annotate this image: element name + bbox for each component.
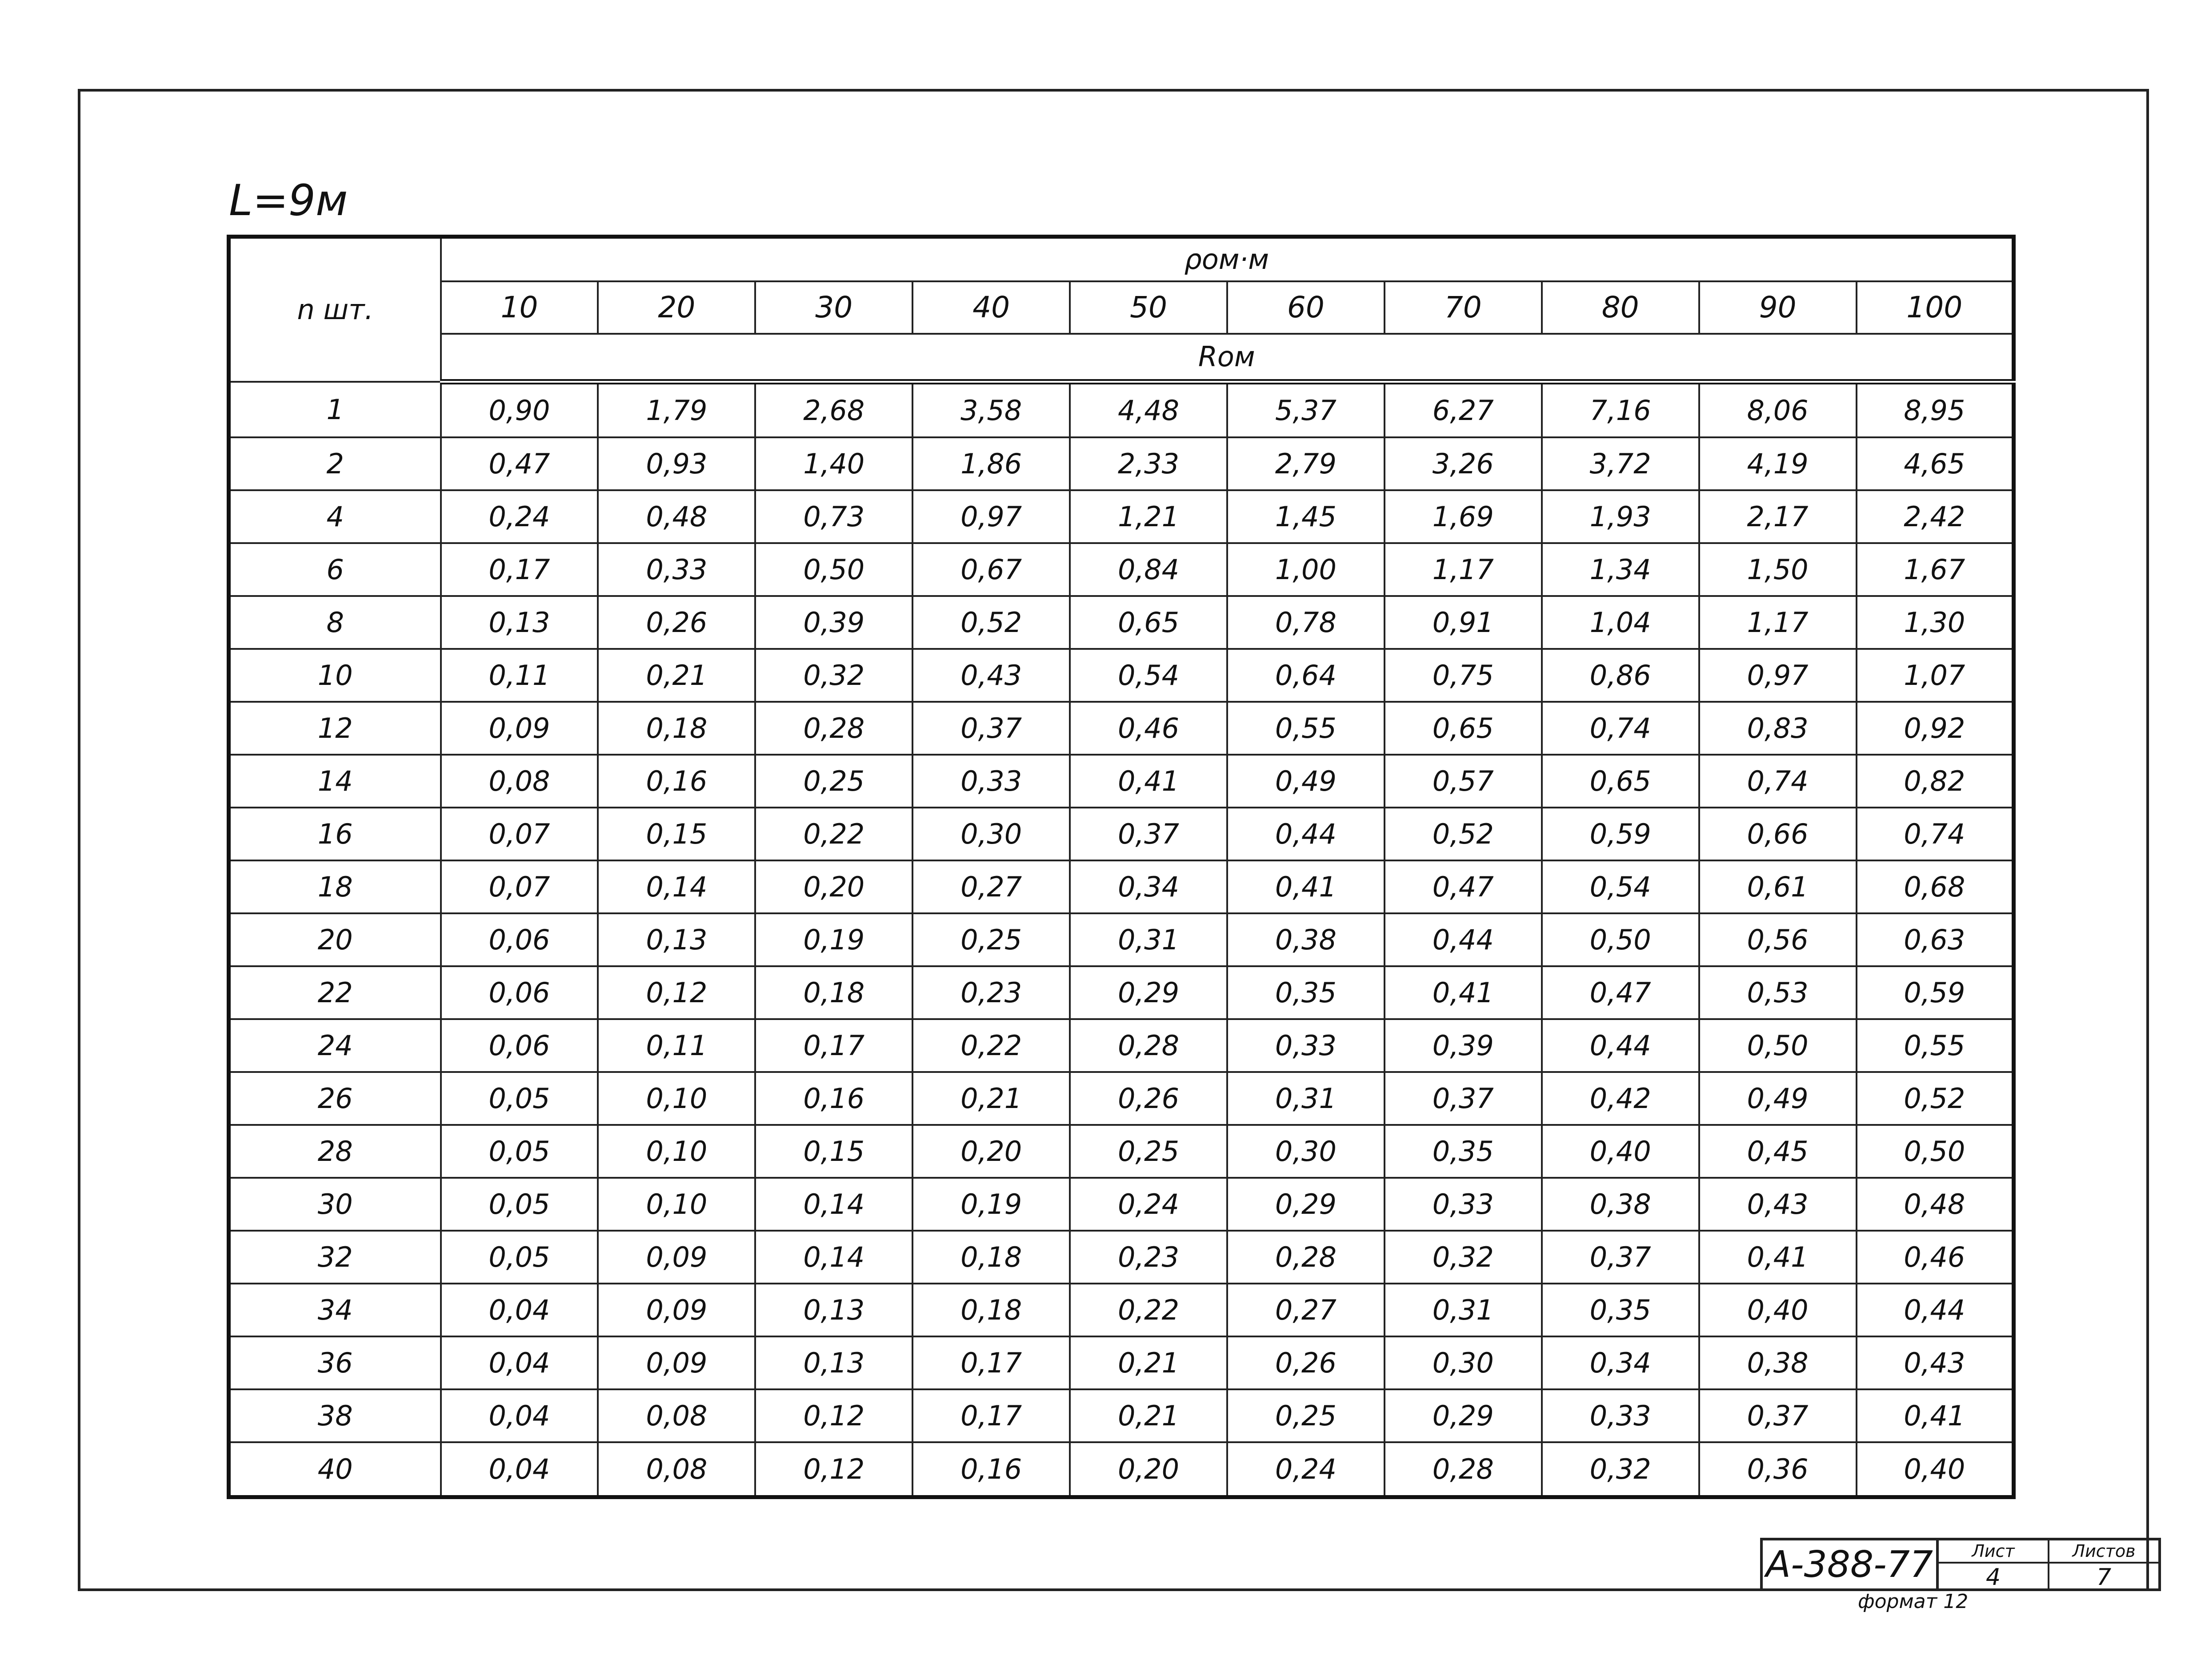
sheets-count: 7 <box>2096 1564 2112 1591</box>
resistance-cell: 0,40 <box>1699 1284 1857 1336</box>
resistance-cell: 0,55 <box>1227 702 1385 755</box>
resistance-cell: 0,06 <box>441 1019 598 1072</box>
table-row <box>229 1336 2014 1389</box>
resistance-cell: 0,56 <box>1699 913 1857 966</box>
resistance-cell: 0,05 <box>441 1178 598 1231</box>
resistance-cell: 0,61 <box>1699 860 1857 913</box>
resistance-cell: 0,07 <box>441 808 598 860</box>
resistance-cell: 0,50 <box>755 543 912 596</box>
resistance-cell: 0,18 <box>755 966 912 1019</box>
table-row <box>229 382 2014 437</box>
table-row <box>229 1284 2014 1336</box>
resistance-cell: 0,06 <box>441 913 598 966</box>
resistance-cell: 0,09 <box>441 702 598 755</box>
resistance-cell: 0,15 <box>598 808 755 860</box>
resistance-cell: 0,32 <box>755 649 912 702</box>
length-label: L=9м <box>229 176 348 225</box>
table-row <box>229 490 2014 543</box>
resistance-cell: 0,91 <box>1385 596 1542 649</box>
resistance-cell: 0,33 <box>1385 1178 1542 1231</box>
table-row <box>229 1125 2014 1178</box>
resistance-cell: 0,30 <box>1227 1125 1385 1178</box>
resistance-cell: 0,25 <box>755 755 912 808</box>
resistance-cell: 0,52 <box>1385 808 1542 860</box>
resistance-cell: 0,09 <box>598 1336 755 1389</box>
rho-value-header: 90 <box>1699 281 1857 334</box>
resistance-cell: 0,14 <box>755 1231 912 1284</box>
row-n-value: 20 <box>229 913 441 966</box>
resistance-cell: 0,11 <box>598 1019 755 1072</box>
row-n-value: 4 <box>229 490 441 543</box>
resistance-cell: 1,17 <box>1699 596 1857 649</box>
resistance-cell: 0,67 <box>912 543 1070 596</box>
resistance-cell: 0,33 <box>598 543 755 596</box>
resistance-cell: 0,13 <box>441 596 598 649</box>
resistance-cell: 0,13 <box>755 1336 912 1389</box>
resistance-cell: 0,05 <box>441 1231 598 1284</box>
resistance-cell: 0,37 <box>1070 808 1227 860</box>
resistance-cell: 0,43 <box>1857 1336 2014 1389</box>
resistance-cell: 0,28 <box>755 702 912 755</box>
table-row <box>229 1389 2014 1442</box>
resistance-cell: 0,04 <box>441 1442 598 1497</box>
resistance-cell: 0,34 <box>1542 1336 1699 1389</box>
resistance-cell: 0,09 <box>598 1284 755 1336</box>
resistance-cell: 7,16 <box>1542 382 1699 437</box>
rho-value-header: 70 <box>1385 281 1542 334</box>
resistance-cell: 0,14 <box>755 1178 912 1231</box>
resistance-cell: 0,32 <box>1542 1442 1699 1497</box>
rho-header: ρом·м <box>441 237 2014 281</box>
resistance-cell: 0,37 <box>1699 1389 1857 1442</box>
resistance-cell: 0,31 <box>1385 1284 1542 1336</box>
table-row <box>229 437 2014 490</box>
resistance-cell: 0,65 <box>1542 755 1699 808</box>
resistance-cell: 0,74 <box>1542 702 1699 755</box>
resistance-cell: 1,07 <box>1857 649 2014 702</box>
resistance-cell: 0,18 <box>912 1284 1070 1336</box>
rho-value-header: 40 <box>912 281 1070 334</box>
document-code: А-388-77 <box>1763 1540 1939 1588</box>
resistance-cell: 1,86 <box>912 437 1070 490</box>
resistance-cell: 0,39 <box>755 596 912 649</box>
resistance-cell: 0,08 <box>598 1442 755 1497</box>
table-row <box>229 649 2014 702</box>
resistance-cell: 0,28 <box>1227 1231 1385 1284</box>
sheets-label: Листов <box>2049 1540 2158 1564</box>
table-row <box>229 543 2014 596</box>
resistance-cell: 0,41 <box>1699 1231 1857 1284</box>
row-n-value: 22 <box>229 966 441 1019</box>
resistance-cell: 0,20 <box>755 860 912 913</box>
resistance-cell: 0,26 <box>598 596 755 649</box>
resistance-cell: 3,26 <box>1385 437 1542 490</box>
title-block <box>1760 1538 2161 1591</box>
resistance-cell: 0,44 <box>1385 913 1542 966</box>
resistance-cell: 0,19 <box>912 1178 1070 1231</box>
resistance-cell: 0,52 <box>1857 1072 2014 1125</box>
row-n-value: 32 <box>229 1231 441 1284</box>
resistance-cell: 0,25 <box>1070 1125 1227 1178</box>
resistance-cell: 1,21 <box>1070 490 1227 543</box>
resistance-cell: 0,14 <box>598 860 755 913</box>
resistance-cell: 0,45 <box>1699 1125 1857 1178</box>
table-row <box>229 755 2014 808</box>
resistance-cell: 0,59 <box>1857 966 2014 1019</box>
resistance-cell: 0,16 <box>755 1072 912 1125</box>
row-n-value: 40 <box>229 1442 441 1497</box>
resistance-cell: 0,48 <box>598 490 755 543</box>
resistance-cell: 0,68 <box>1857 860 2014 913</box>
resistance-cell: 0,86 <box>1542 649 1699 702</box>
resistance-cell: 0,52 <box>912 596 1070 649</box>
resistance-cell: 0,27 <box>912 860 1070 913</box>
resistance-cell: 1,45 <box>1227 490 1385 543</box>
row-n-value: 38 <box>229 1389 441 1442</box>
row-n-value: 8 <box>229 596 441 649</box>
resistance-cell: 0,47 <box>441 437 598 490</box>
resistance-cell: 0,35 <box>1385 1125 1542 1178</box>
header-row-r <box>229 334 2014 382</box>
resistance-cell: 5,37 <box>1227 382 1385 437</box>
rho-value-header: 20 <box>598 281 755 334</box>
row-n-value: 34 <box>229 1284 441 1336</box>
resistance-cell: 0,26 <box>1070 1072 1227 1125</box>
resistance-cell: 0,29 <box>1070 966 1227 1019</box>
resistance-cell: 0,08 <box>441 755 598 808</box>
resistance-cell: 0,24 <box>1227 1442 1385 1497</box>
resistance-cell: 0,17 <box>912 1336 1070 1389</box>
resistance-cell: 0,50 <box>1857 1125 2014 1178</box>
resistance-cell: 0,25 <box>912 913 1070 966</box>
resistance-cell: 0,27 <box>1227 1284 1385 1336</box>
resistance-cell: 0,16 <box>598 755 755 808</box>
sheet-cell <box>1939 1540 2049 1591</box>
resistance-cell: 0,21 <box>598 649 755 702</box>
resistance-cell: 0,47 <box>1385 860 1542 913</box>
resistance-cell: 1,34 <box>1542 543 1699 596</box>
resistance-cell: 0,10 <box>598 1072 755 1125</box>
rho-value-header: 30 <box>755 281 912 334</box>
header-row-rho <box>229 237 2014 281</box>
resistance-cell: 0,46 <box>1857 1231 2014 1284</box>
resistance-cell: 0,17 <box>912 1389 1070 1442</box>
resistance-cell: 0,53 <box>1699 966 1857 1019</box>
resistance-cell: 0,65 <box>1385 702 1542 755</box>
rho-value-header: 80 <box>1542 281 1699 334</box>
resistance-cell: 0,40 <box>1542 1125 1699 1178</box>
resistance-cell: 6,27 <box>1385 382 1542 437</box>
table-row <box>229 966 2014 1019</box>
resistance-cell: 0,39 <box>1385 1019 1542 1072</box>
resistance-cell: 0,12 <box>755 1442 912 1497</box>
table-row <box>229 1072 2014 1125</box>
resistance-cell: 0,38 <box>1227 913 1385 966</box>
row-n-value: 28 <box>229 1125 441 1178</box>
resistance-cell: 0,20 <box>912 1125 1070 1178</box>
resistance-cell: 2,33 <box>1070 437 1227 490</box>
resistance-cell: 0,07 <box>441 860 598 913</box>
resistance-cell: 0,41 <box>1227 860 1385 913</box>
resistance-cell: 0,17 <box>441 543 598 596</box>
resistance-cell: 0,12 <box>755 1389 912 1442</box>
resistance-cell: 0,16 <box>912 1442 1070 1497</box>
resistance-cell: 0,22 <box>755 808 912 860</box>
format-label: формат 12 <box>1858 1590 1969 1613</box>
resistance-cell: 0,31 <box>1070 913 1227 966</box>
resistance-cell: 0,38 <box>1699 1336 1857 1389</box>
resistance-cell: 0,47 <box>1542 966 1699 1019</box>
table-row <box>229 1231 2014 1284</box>
rho-value-header: 60 <box>1227 281 1385 334</box>
resistance-cell: 0,97 <box>912 490 1070 543</box>
row-n-value: 18 <box>229 860 441 913</box>
resistance-cell: 0,23 <box>912 966 1070 1019</box>
resistance-cell: 0,22 <box>912 1019 1070 1072</box>
table-body <box>229 237 2014 1497</box>
resistance-cell: 1,30 <box>1857 596 2014 649</box>
resistance-cell: 0,43 <box>1699 1178 1857 1231</box>
rho-value-header: 10 <box>441 281 598 334</box>
resistance-cell: 0,08 <box>598 1389 755 1442</box>
resistance-cell: 3,58 <box>912 382 1070 437</box>
table-row <box>229 913 2014 966</box>
row-n-value: 2 <box>229 437 441 490</box>
resistance-cell: 0,29 <box>1385 1389 1542 1442</box>
resistance-cell: 0,65 <box>1070 596 1227 649</box>
resistance-cell: 0,93 <box>598 437 755 490</box>
sheet-number: 4 <box>1985 1564 2001 1591</box>
resistance-cell: 0,33 <box>1542 1389 1699 1442</box>
row-n-value: 12 <box>229 702 441 755</box>
resistance-cell: 2,42 <box>1857 490 2014 543</box>
resistance-cell: 0,44 <box>1542 1019 1699 1072</box>
resistance-cell: 0,41 <box>1857 1389 2014 1442</box>
resistance-cell: 0,40 <box>1857 1442 2014 1497</box>
table-row <box>229 1442 2014 1497</box>
row-n-value: 16 <box>229 808 441 860</box>
resistance-cell: 0,44 <box>1857 1284 2014 1336</box>
resistance-cell: 1,40 <box>755 437 912 490</box>
resistance-cell: 0,49 <box>1227 755 1385 808</box>
resistance-cell: 0,04 <box>441 1284 598 1336</box>
resistance-cell: 0,23 <box>1070 1231 1227 1284</box>
resistance-cell: 1,04 <box>1542 596 1699 649</box>
table-row <box>229 1019 2014 1072</box>
resistance-cell: 0,06 <box>441 966 598 1019</box>
resistance-cell: 0,30 <box>1385 1336 1542 1389</box>
resistance-cell: 0,22 <box>1070 1284 1227 1336</box>
resistance-cell: 0,42 <box>1542 1072 1699 1125</box>
resistance-cell: 0,32 <box>1385 1231 1542 1284</box>
resistance-cell: 1,93 <box>1542 490 1699 543</box>
resistance-cell: 0,75 <box>1385 649 1542 702</box>
resistance-cell: 0,44 <box>1227 808 1385 860</box>
resistance-cell: 0,54 <box>1542 860 1699 913</box>
resistance-cell: 1,67 <box>1857 543 2014 596</box>
resistance-cell: 0,11 <box>441 649 598 702</box>
resistance-cell: 0,17 <box>755 1019 912 1072</box>
resistance-cell: 0,97 <box>1699 649 1857 702</box>
resistance-cell: 0,28 <box>1385 1442 1542 1497</box>
resistance-cell: 0,25 <box>1227 1389 1385 1442</box>
resistance-cell: 0,74 <box>1857 808 2014 860</box>
resistance-cell: 0,09 <box>598 1231 755 1284</box>
resistance-cell: 0,04 <box>441 1336 598 1389</box>
resistance-cell: 0,21 <box>1070 1389 1227 1442</box>
resistance-cell: 0,73 <box>755 490 912 543</box>
resistance-cell: 0,34 <box>1070 860 1227 913</box>
resistance-cell: 0,26 <box>1227 1336 1385 1389</box>
resistance-cell: 0,82 <box>1857 755 2014 808</box>
resistance-cell: 0,37 <box>1542 1231 1699 1284</box>
sheet-label: Лист <box>1939 1540 2048 1564</box>
resistance-cell: 2,79 <box>1227 437 1385 490</box>
resistance-cell: 0,57 <box>1385 755 1542 808</box>
resistance-cell: 1,79 <box>598 382 755 437</box>
resistance-cell: 0,54 <box>1070 649 1227 702</box>
resistance-cell: 0,04 <box>441 1389 598 1442</box>
sheets-cell <box>2049 1540 2158 1591</box>
rho-value-header: 100 <box>1857 281 2014 334</box>
resistance-cell: 0,28 <box>1070 1019 1227 1072</box>
resistance-cell: 0,30 <box>912 808 1070 860</box>
resistance-cell: 0,35 <box>1227 966 1385 1019</box>
resistance-cell: 0,74 <box>1699 755 1857 808</box>
resistance-cell: 1,00 <box>1227 543 1385 596</box>
resistance-cell: 0,18 <box>912 1231 1070 1284</box>
row-n-value: 1 <box>229 382 441 437</box>
n-header: n шт. <box>229 237 441 382</box>
resistance-cell: 0,66 <box>1699 808 1857 860</box>
resistance-table <box>227 235 2016 1499</box>
resistance-cell: 0,21 <box>912 1072 1070 1125</box>
resistance-cell: 2,68 <box>755 382 912 437</box>
resistance-cell: 0,41 <box>1385 966 1542 1019</box>
resistance-cell: 0,33 <box>1227 1019 1385 1072</box>
resistance-cell: 0,10 <box>598 1125 755 1178</box>
resistance-cell: 0,19 <box>755 913 912 966</box>
resistance-cell: 0,12 <box>598 966 755 1019</box>
resistance-cell: 0,13 <box>598 913 755 966</box>
resistance-cell: 0,18 <box>598 702 755 755</box>
resistance-cell: 0,43 <box>912 649 1070 702</box>
row-n-value: 6 <box>229 543 441 596</box>
resistance-cell: 0,41 <box>1070 755 1227 808</box>
resistance-cell: 0,37 <box>1385 1072 1542 1125</box>
row-n-value: 36 <box>229 1336 441 1389</box>
resistance-cell: 0,21 <box>1070 1336 1227 1389</box>
resistance-cell: 0,10 <box>598 1178 755 1231</box>
resistance-cell: 0,20 <box>1070 1442 1227 1497</box>
resistance-cell: 0,64 <box>1227 649 1385 702</box>
resistance-cell: 4,19 <box>1699 437 1857 490</box>
resistance-cell: 1,17 <box>1385 543 1542 596</box>
resistance-cell: 0,50 <box>1699 1019 1857 1072</box>
row-n-value: 24 <box>229 1019 441 1072</box>
resistance-cell: 0,55 <box>1857 1019 2014 1072</box>
resistance-cell: 8,95 <box>1857 382 2014 437</box>
resistance-cell: 2,17 <box>1699 490 1857 543</box>
table-row <box>229 860 2014 913</box>
resistance-cell: 4,48 <box>1070 382 1227 437</box>
resistance-cell: 0,63 <box>1857 913 2014 966</box>
resistance-cell: 0,49 <box>1699 1072 1857 1125</box>
resistance-cell: 0,05 <box>441 1072 598 1125</box>
resistance-cell: 0,36 <box>1699 1442 1857 1497</box>
resistance-cell: 3,72 <box>1542 437 1699 490</box>
resistance-cell: 0,84 <box>1070 543 1227 596</box>
row-n-value: 30 <box>229 1178 441 1231</box>
resistance-cell: 0,46 <box>1070 702 1227 755</box>
resistance-cell: 4,65 <box>1857 437 2014 490</box>
resistance-cell: 0,13 <box>755 1284 912 1336</box>
table-row <box>229 702 2014 755</box>
table-row <box>229 596 2014 649</box>
resistance-cell: 0,15 <box>755 1125 912 1178</box>
resistance-cell: 0,50 <box>1542 913 1699 966</box>
resistance-cell: 0,24 <box>1070 1178 1227 1231</box>
resistance-cell: 0,59 <box>1542 808 1699 860</box>
header-row-values <box>229 281 2014 334</box>
table-row <box>229 808 2014 860</box>
resistance-cell: 0,83 <box>1699 702 1857 755</box>
resistance-cell: 0,92 <box>1857 702 2014 755</box>
resistance-cell: 0,24 <box>441 490 598 543</box>
row-n-value: 14 <box>229 755 441 808</box>
resistance-cell: 0,35 <box>1542 1284 1699 1336</box>
rho-value-header: 50 <box>1070 281 1227 334</box>
resistance-cell: 0,90 <box>441 382 598 437</box>
resistance-cell: 0,31 <box>1227 1072 1385 1125</box>
resistance-cell: 0,33 <box>912 755 1070 808</box>
resistance-cell: 0,38 <box>1542 1178 1699 1231</box>
resistance-cell: 0,78 <box>1227 596 1385 649</box>
resistance-cell: 8,06 <box>1699 382 1857 437</box>
resistance-cell: 1,69 <box>1385 490 1542 543</box>
resistance-cell: 0,37 <box>912 702 1070 755</box>
r-header: Rом <box>441 334 2014 382</box>
row-n-value: 10 <box>229 649 441 702</box>
table-row <box>229 1178 2014 1231</box>
row-n-value: 26 <box>229 1072 441 1125</box>
resistance-cell: 1,50 <box>1699 543 1857 596</box>
resistance-cell: 0,29 <box>1227 1178 1385 1231</box>
resistance-cell: 0,05 <box>441 1125 598 1178</box>
resistance-cell: 0,48 <box>1857 1178 2014 1231</box>
